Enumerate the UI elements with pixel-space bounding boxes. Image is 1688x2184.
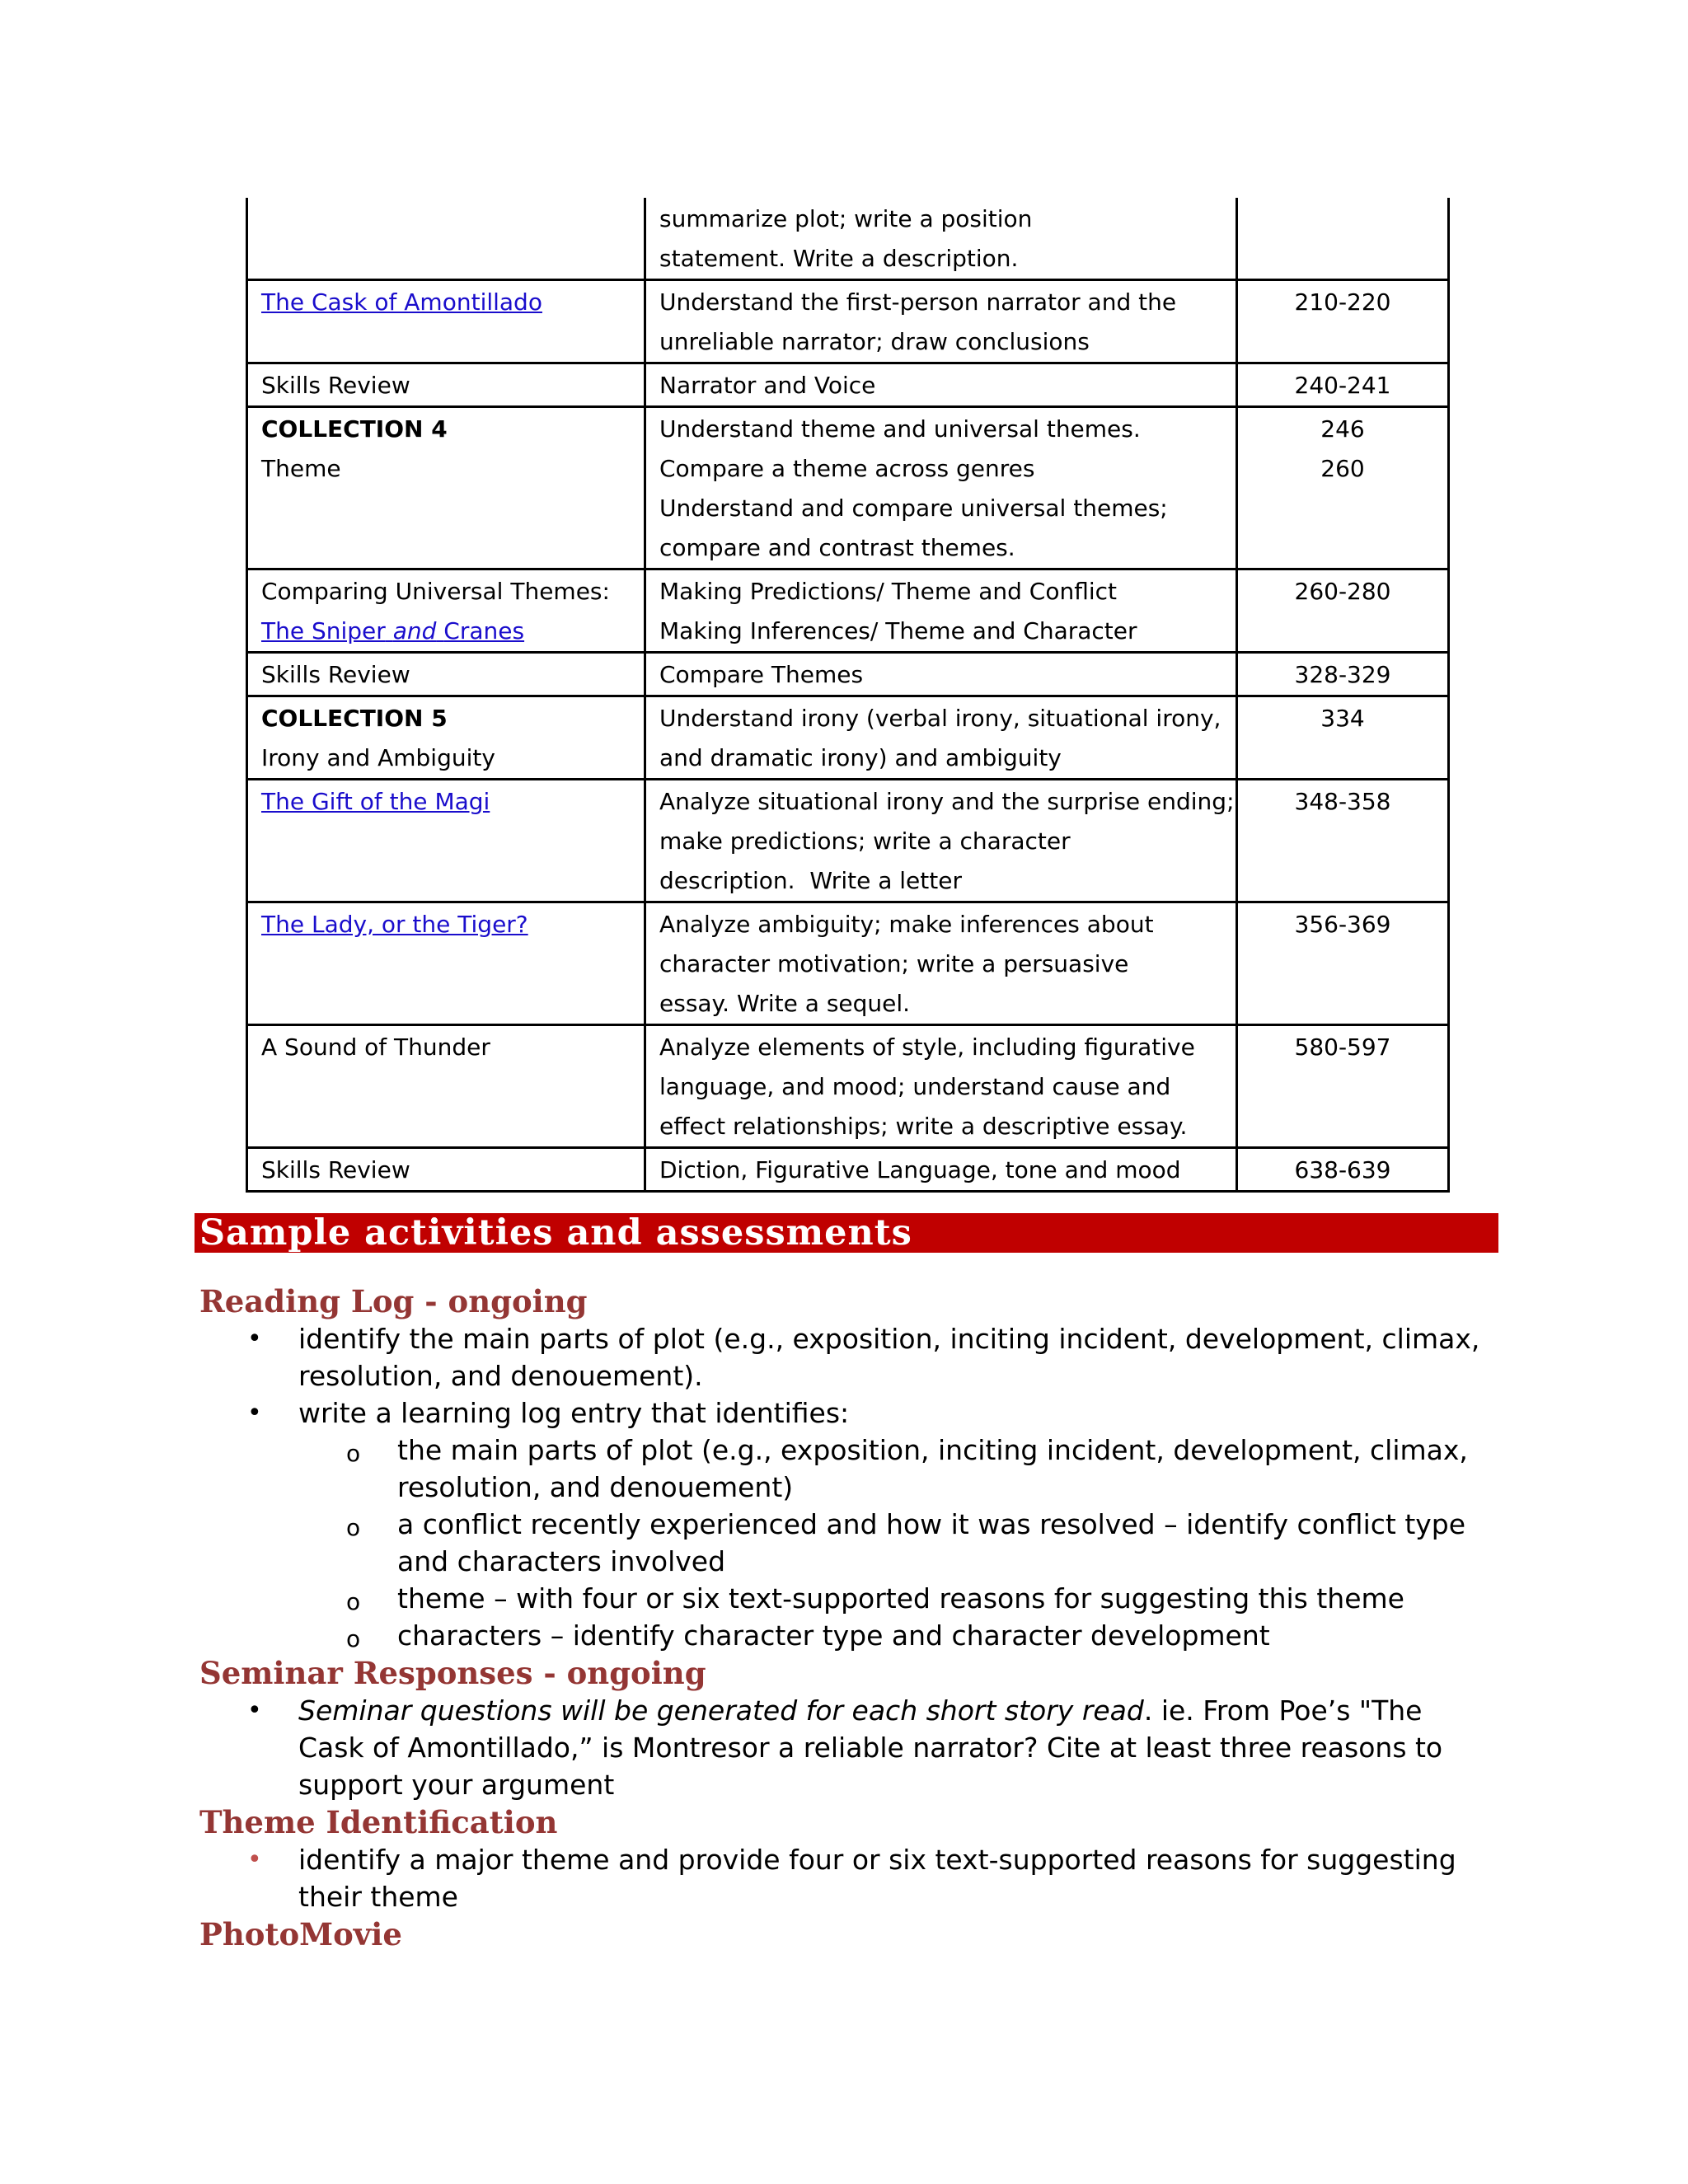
list-item: • identify a major theme and provide four or six text-supported reasons for suggesting their theme (199, 1841, 1485, 1915)
pages-cell: 240-241 (1237, 363, 1449, 407)
story-link[interactable]: Cranes (443, 617, 525, 644)
skills-cell: Narrator and Voice (645, 363, 1237, 407)
story-link-conjunction: and (392, 617, 437, 644)
selection-cell (247, 198, 645, 280)
skills-cell: Understand irony (verbal irony, situational irony, and dramatic irony) and ambiguity (645, 696, 1237, 780)
reading-log-heading: Reading Log - ongoing (199, 1283, 588, 1319)
collection-label: COLLECTION 4 (261, 415, 448, 443)
selection-cell: COLLECTION 4 Theme (247, 407, 645, 569)
selection-cell: A Sound of Thunder (247, 1025, 645, 1148)
seminar-heading: Seminar Responses - ongoing (199, 1655, 706, 1691)
table-row (247, 696, 1449, 780)
pages-cell (1237, 198, 1449, 280)
list-item: • identify the main parts of plot (e.g., exposition, inciting incident, development, climax, resolution, and denouement). (199, 1320, 1485, 1394)
selection-cell: Skills Review (247, 363, 645, 407)
pages-cell: 348-358 (1237, 780, 1449, 902)
selection-cell: Comparing Universal Themes: The Sniper and Cranes (247, 569, 645, 653)
pages-cell: 246 260 (1237, 407, 1449, 569)
table-row (247, 1148, 1449, 1192)
circle-bullet-icon: o (346, 1514, 361, 1541)
pages-cell: 210-220 (1237, 280, 1449, 363)
list-item: • write a learning log entry that identifies: o the main parts of plot (e.g., exposition, inciting incident, development, climax, resolution, and denouement) o a conflict recently experienced and how it was resolved – identify conflict type and characters involved o theme – with four or six text-supported reasons for suggesting this theme o characters – identify character type and character development (199, 1394, 1485, 1654)
list-item: • Seminar questions will be generated for each short story read. ie. From Poe’s "The Cask of Amontillado,” is Montresor a reliable narrator? Cite at least three reasons to support your argument (199, 1692, 1485, 1803)
skills-cell: Making Predictions/ Theme and Conflict Making Inferences/ Theme and Character (645, 569, 1237, 653)
table-row (247, 569, 1449, 653)
sub-list-item: o characters – identify character type and character development (298, 1617, 1485, 1654)
curriculum-table (246, 198, 1450, 1193)
story-link[interactable]: The Lady, or the Tiger? (261, 911, 528, 938)
theme-list (199, 1841, 1485, 1915)
table-row (247, 363, 1449, 407)
circle-bullet-icon: o (346, 1440, 361, 1467)
skills-cell: Understand the first-person narrator and the unreliable narrator; draw conclusions (645, 280, 1237, 363)
theme-heading: Theme Identification (199, 1804, 558, 1840)
reading-log-list (199, 1320, 1485, 1654)
skills-cell: Diction, Figurative Language, tone and mood (645, 1148, 1237, 1192)
sub-list (298, 1432, 1485, 1654)
skills-cell: Analyze situational irony and the surprise ending; make predictions; write a character description. Write a letter (645, 780, 1237, 902)
story-link[interactable]: The Cask of Amontillado (261, 288, 542, 316)
table-row (247, 198, 1449, 280)
table-row (247, 780, 1449, 902)
pages-cell: 638-639 (1237, 1148, 1449, 1192)
table-row (247, 407, 1449, 569)
photomovie-heading: PhotoMovie (199, 1916, 402, 1952)
selection-cell (247, 902, 645, 1025)
pages-cell: 260-280 (1237, 569, 1449, 653)
bullet-icon: • (247, 1324, 262, 1353)
selection-cell (247, 280, 645, 363)
skills-cell: summarize plot; write a position statement. Write a description. (645, 198, 1237, 280)
seminar-list (199, 1692, 1485, 1803)
skills-cell: Analyze elements of style, including figurative language, and mood; understand cause and effect relationships; write a descriptive essay. (645, 1025, 1237, 1148)
skills-cell: Understand theme and universal themes. Compare a theme across genres Understand and compare universal themes; compare and contrast themes. (645, 407, 1237, 569)
selection-cell: COLLECTION 5 Irony and Ambiguity (247, 696, 645, 780)
pages-cell: 580-597 (1237, 1025, 1449, 1148)
skills-cell: Compare Themes (645, 653, 1237, 696)
section-banner: Sample activities and assessments (195, 1213, 1498, 1253)
selection-cell (247, 780, 645, 902)
story-link[interactable]: The Gift of the Magi (261, 788, 490, 815)
pages-cell: 334 (1237, 696, 1449, 780)
skills-cell: Analyze ambiguity; make inferences about character motivation; write a persuasive essay. Write a sequel. (645, 902, 1237, 1025)
table-row (247, 1025, 1449, 1148)
pages-cell: 356-369 (1237, 902, 1449, 1025)
circle-bullet-icon: o (346, 1625, 361, 1652)
bullet-icon: • (247, 1845, 262, 1874)
story-link[interactable]: The Sniper (261, 617, 386, 644)
activities-section (199, 1282, 1485, 1953)
sub-list-item: o a conflict recently experienced and how it was resolved – identify conflict type and characters involved (346, 1508, 1466, 1577)
circle-bullet-icon: o (346, 1588, 361, 1615)
pages-cell: 328-329 (1237, 653, 1449, 696)
bullet-icon: • (247, 1696, 262, 1725)
table-row (247, 902, 1449, 1025)
sub-list-item: o the main parts of plot (e.g., exposition, inciting incident, development, climax, resolution, and denouement) (346, 1434, 1468, 1503)
bullet-icon: • (247, 1399, 262, 1427)
table-row (247, 653, 1449, 696)
sub-list-item: o theme – with four or six text-supported reasons for suggesting this theme (298, 1580, 1485, 1617)
selection-cell: Skills Review (247, 653, 645, 696)
table-row (247, 280, 1449, 363)
selection-cell: Skills Review (247, 1148, 645, 1192)
collection-label: COLLECTION 5 (261, 705, 448, 732)
